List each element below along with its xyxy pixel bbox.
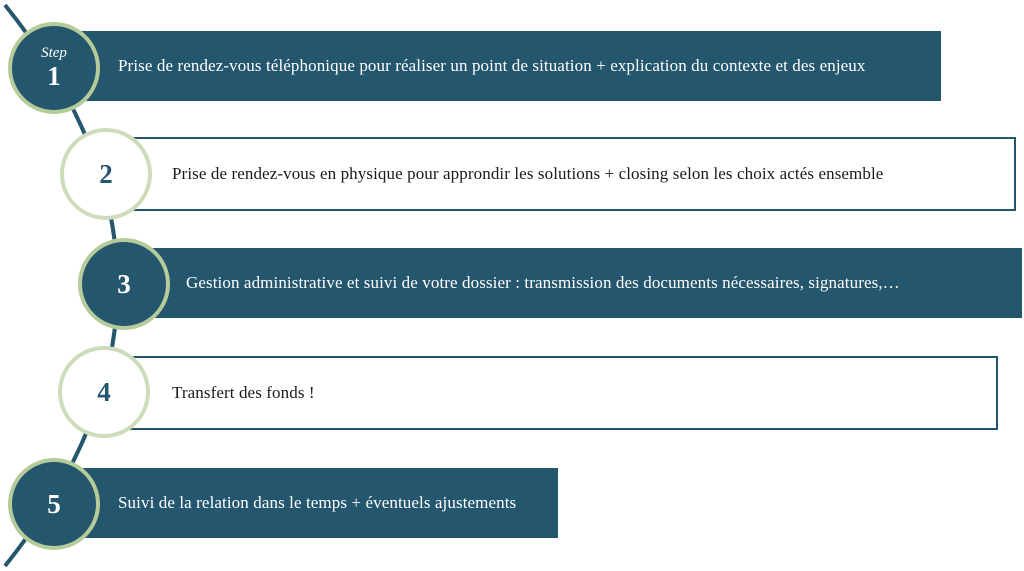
step-4-circle — [58, 346, 150, 438]
step-4-number: 4 — [97, 376, 111, 407]
step-2-circle — [60, 128, 152, 220]
step-5-bar — [55, 468, 558, 538]
step-4-bar — [104, 356, 998, 430]
step-1-number: 1 — [47, 61, 61, 91]
step-1-bar — [55, 31, 941, 101]
step-4-text: Transfert des fonds ! — [172, 383, 315, 402]
step-3-circle — [78, 238, 170, 330]
step-5-number: 5 — [47, 488, 61, 519]
step-2-number: 2 — [99, 158, 113, 189]
step-label: Step — [41, 45, 67, 61]
step-2-text: Prise de rendez-vous en physique pour approndir les solutions + closing selon les choix actés ensemble — [172, 164, 884, 183]
step-1-text: Prise de rendez-vous téléphonique pour réaliser un point de situation + explication du contexte et des enjeux — [118, 56, 866, 75]
step-3-number: 3 — [117, 268, 131, 299]
step-5-circle — [8, 458, 100, 550]
step-1-circle — [8, 22, 100, 114]
step-2-bar — [106, 137, 1016, 211]
step-5-text: Suivi de la relation dans le temps + éventuels ajustements — [118, 493, 517, 512]
step-3-text: Gestion administrative et suivi de votre dossier : transmission des documents nécessaires, signatures,… — [186, 273, 900, 292]
step-3-bar — [124, 248, 1022, 318]
